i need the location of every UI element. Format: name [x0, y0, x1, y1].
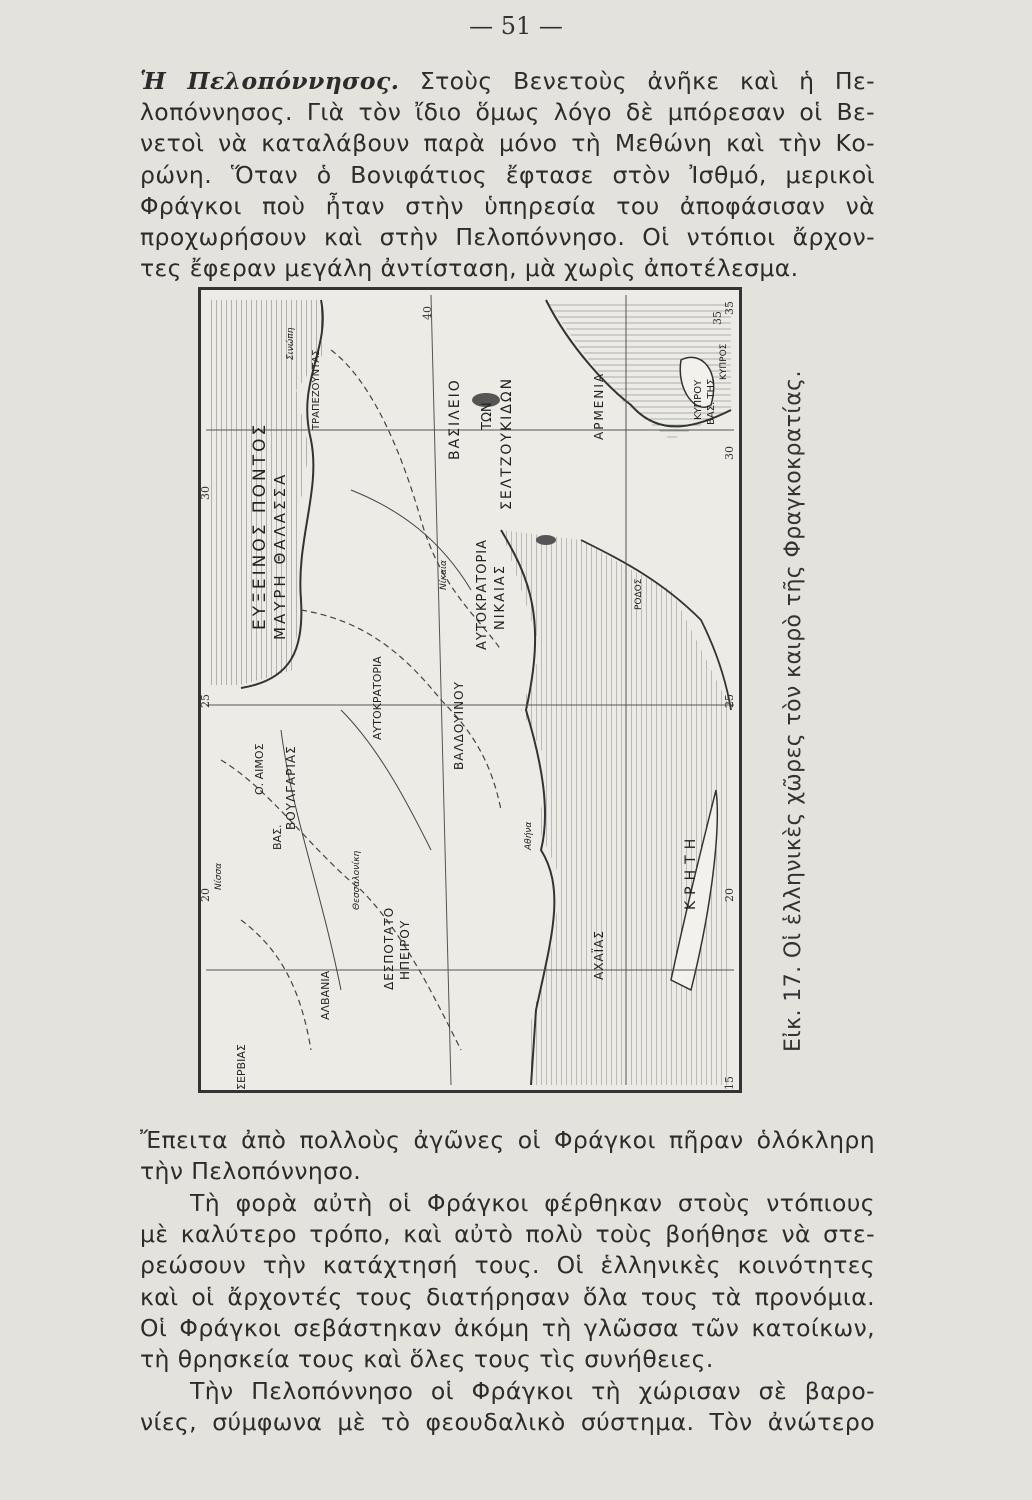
paragraph-1-line: τες ἔφεραν μεγάλη ἀντίσταση, μὰ χωρὶς ἀποτέλεσμα. — [140, 254, 799, 283]
map-label-nis: Νίσσα — [214, 862, 224, 890]
paragraph-2-line: τὴν Πελοπόννησο. — [140, 1157, 362, 1186]
grid-number: 40 — [421, 306, 434, 320]
map-label-kypros-island: ΚΥΠΡΟΣ — [719, 343, 729, 380]
map-figure — [198, 287, 742, 1093]
paragraph-3-line: καὶ οἱ ἄρχοντές τους διατήρησαν ὅλα τους τὰ προνόμια. — [140, 1282, 875, 1311]
page-number: — 51 — — [469, 12, 563, 40]
map-label-kriti: ΚΡΗΤΗ — [683, 832, 699, 910]
grid-number: 15 — [723, 1076, 736, 1090]
paragraph-1-line: προχωρήσουν καὶ στὴν Πελοπόννησο. Οἱ ντόπιοι ἄρχον- — [140, 223, 875, 252]
paragraph-3-line: Οἱ Φράγκοι σεβάστηκαν ἀκόμη τὴ γλῶσσα τῶν κατοίκων, — [140, 1313, 875, 1342]
paragraph-1-line: ρώνη. Ὅταν ὁ Βονιφάτιος ἔφτασε στὸν Ἰσθμό, μερικοὶ — [140, 160, 875, 189]
map-label-vas-tis: ΒΑΣ. ΤΗΣ — [706, 378, 717, 425]
map-label-nikaias: ΝΙΚΑΙΑΣ — [493, 564, 508, 630]
map-label-ton: ΤΩΝ — [480, 402, 495, 430]
map-label-ipeirou: ΗΠΕΙΡΟΥ — [398, 919, 412, 980]
paragraph-3-line: Τὴ φορὰ αὐτὴ οἱ Φράγκοι φέρθηκαν στοὺς ντόπιους — [190, 1189, 875, 1217]
paragraph-3-line: μὲ καλύτερο τρόπο, καὶ αὐτὸ πολὺ τοὺς βοήθησε νὰ στε- — [140, 1220, 875, 1249]
map-label-vas: ΒΑΣ. — [271, 824, 284, 850]
map-label-rodos: ΡΟΔΟΣ — [634, 578, 644, 610]
grid-number: 35 — [723, 301, 736, 315]
river-line — [351, 490, 471, 590]
map-label-serbia: ΣΕΡΒΙΑΣ — [235, 1044, 248, 1090]
paragraph-4-line: Τὴν Πελοπόννησο οἱ Φράγκοι τὴ χώρισαν σὲ βαρο- — [190, 1377, 875, 1405]
map-label-voulgaria: ΒΟΥΛΓΑΡΙΑΣ — [284, 745, 298, 830]
border-line — [301, 610, 501, 810]
map-label-sinopi: Σινώπη — [286, 327, 296, 360]
figure-caption: Εἰκ. 17. Οἱ ἑλληνικὲς χῶρες τὸν καιρὸ τῆς Φραγκοκρατίας. — [781, 370, 806, 1052]
paragraph-3 — [140, 1188, 875, 1375]
paragraph-4-line: νίες, σύμφωνα μὲ τὸ φεουδαλικὸ σύστημα. Τὸν ἀνώτερο — [140, 1408, 875, 1437]
paragraph-1-line: λοπόννησος. Γιὰ τὸν ἴδιο ὅμως λόγο δὲ μπόρεσαν οἱ Βε- — [140, 98, 875, 127]
border-line — [221, 760, 461, 1050]
map-label-aftokratoria: ΑΥΤΟΚΡΑΤΟΡΙΑ — [475, 538, 490, 650]
map-label-black-sea-2: ΜΑΥΡΗ ΘΑΛΑΣΣΑ — [271, 471, 289, 640]
map-label-athina: Αθήνα — [524, 821, 534, 850]
paragraph-1-line: Φράγκοι ποὺ ἦταν στὴν ὑπηρεσία του ἀποφάσισαν νὰ — [140, 191, 875, 220]
grid-number: 25 — [723, 694, 736, 708]
paragraph-1 — [140, 66, 875, 284]
paragraph-3-line: τὴ θρησκεία τους καὶ ὅλες τους τὶς συνήθειες. — [140, 1345, 714, 1374]
grid-number: 20 — [199, 888, 212, 902]
paragraph-1-line: νετοὶ νὰ καταλάβουν παρὰ μόνο τὴ Μεθώνη καὶ τὴν Κο- — [140, 129, 875, 158]
grid-number: 30 — [723, 446, 736, 460]
map-label-seltzoukidon: ΣΕΛΤΖΟΥΚΙΔΩΝ — [499, 376, 515, 510]
map-label-akaias: ΑΧΑΪΑΣ — [592, 930, 606, 980]
paragraph-4 — [140, 1376, 875, 1438]
map-label-albania: ΑΛΒΑΝΙΑ — [319, 970, 332, 1020]
paragraph-1-line-1-rest: Στοὺς Βενετοὺς ἀνῆκε καὶ ἡ Πε- — [399, 67, 875, 95]
map-label-despotato: ΔΕΣΠΟΤΑΤΟ — [382, 906, 396, 990]
section-title: Ἡ Πελοπόννησος. — [140, 67, 400, 95]
map-label-latin-empire: ΑΥΤΟΚΡΑΤΟΡΙΑ — [371, 656, 384, 740]
grid-number: 35 — [711, 311, 724, 325]
map-label-aimos: Ο. ΑΙΜΟΣ — [253, 743, 266, 795]
grid-number: 20 — [723, 888, 736, 902]
map-label-vasileio: ΒΑΣΙΛΕΙΟ — [447, 378, 463, 460]
map-label-trapezunt: ΤΡΑΠΕΖΟΥΝΤΑΣ — [311, 349, 322, 430]
paragraph-2 — [140, 1125, 875, 1187]
lake — [536, 535, 556, 545]
map-illustration — [201, 290, 739, 1090]
aegean-sea — [501, 530, 731, 1085]
river-line — [341, 710, 431, 850]
paragraph-3-line: ρεώσουν τὴν κατάχτησή τους. Οἱ ἑλληνικὲς κοινότητες — [140, 1251, 875, 1280]
border-line — [241, 920, 311, 1050]
paragraph-2-line: Ἔπειτα ἀπὸ πολλοὺς ἀγῶνες οἱ Φράγκοι πῆραν ὁλόκληρη — [140, 1126, 875, 1154]
map-label-nikaia: Νίκαια — [439, 560, 449, 590]
map-label-vaudouinou: ΒΑΛΔΟΥΙΝΟΥ — [452, 681, 466, 770]
map-label-kypros: ΚΥΠΡΟΥ — [693, 379, 704, 420]
grid-number: 25 — [199, 694, 212, 708]
map-label-armenia: ΑΡΜΕΝΙΑ — [592, 371, 606, 440]
map-label-black-sea: ΕΥΞΕΙΝΟΣ ΠΟΝΤΟΣ — [250, 421, 270, 630]
grid-number: 30 — [199, 486, 212, 500]
map-label-thessaloniki: Θεσσαλονίκη — [352, 850, 362, 910]
paragraph-1-line-1 — [140, 66, 875, 97]
